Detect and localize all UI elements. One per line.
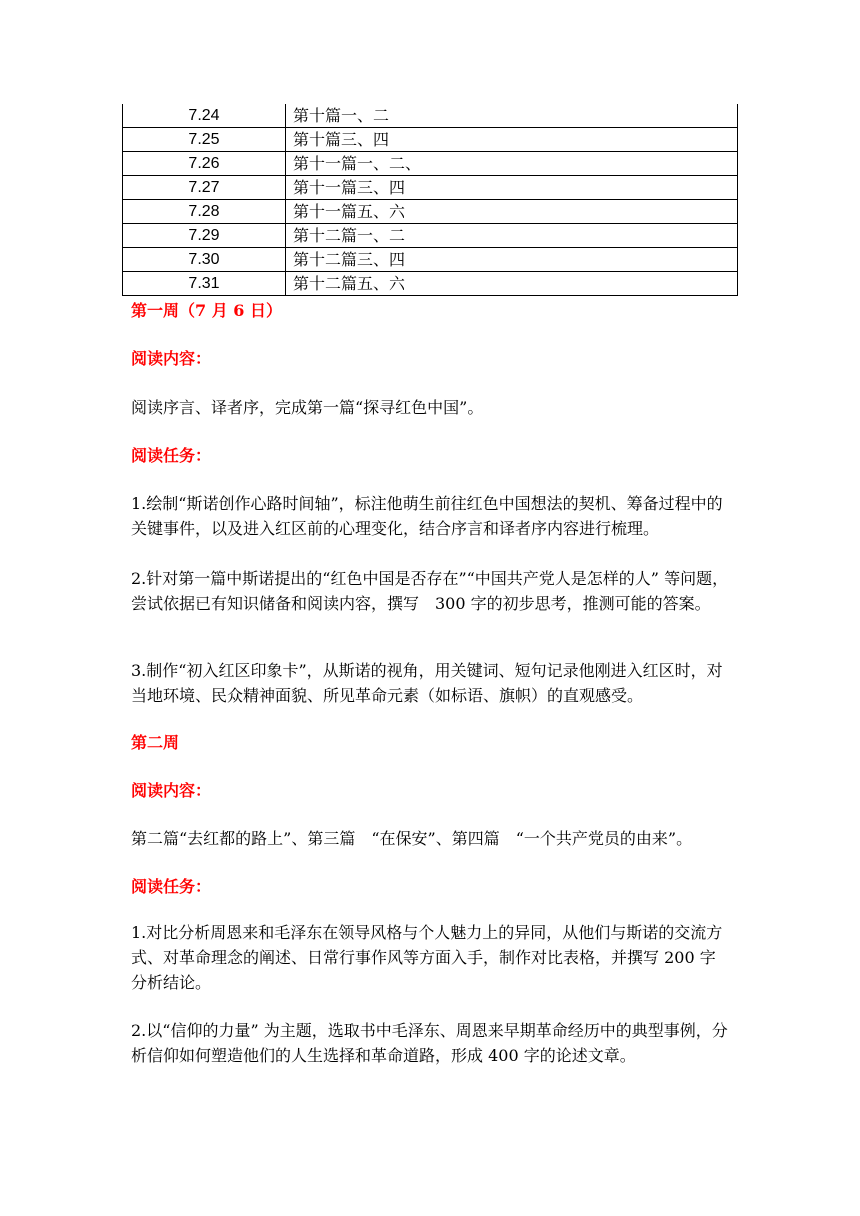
table-row: [123, 176, 738, 200]
week1-task-label: 阅读任务：: [131, 446, 212, 465]
content-cell: 第十二篇三、四: [286, 248, 738, 272]
content-cell: 第十一篇三、四: [286, 176, 738, 200]
table-row: [123, 152, 738, 176]
date-cell: 7.30: [123, 248, 286, 272]
week1-task-2: 2.针对第一篇中斯诺提出的“红色中国是否存在”“中国共产党人是怎样的人” 等问题，尝试依据已有知识储备和阅读内容，撰写 300 字的初步思考，推测可能的答案。: [131, 569, 729, 613]
table-row: [123, 104, 738, 128]
table-row: [123, 200, 738, 224]
table-row: [123, 128, 738, 152]
week2-heading: 第二周: [131, 733, 180, 752]
content-cell: 第十二篇五、六: [286, 272, 738, 296]
content-cell: 第十篇一、二: [286, 104, 738, 128]
date-cell: 7.24: [123, 104, 286, 128]
date-cell: 7.31: [123, 272, 286, 296]
date-cell: 7.29: [123, 224, 286, 248]
table-row: [123, 224, 738, 248]
week1-task-1: 1.绘制“斯诺创作心路时间轴”，标注他萌生前往红色中国想法的契机、筹备过程中的关键事件，以及进入红区前的心理变化，结合序言和译者序内容进行梳理。: [131, 494, 723, 538]
table-row: [123, 248, 738, 272]
week2-reading-text: 第二篇“去红都的路上”、第三篇 “在保安”、第四篇 “一个共产党员的由来”。: [131, 829, 693, 848]
week1-heading: 第一周（7 月 6 日）: [131, 301, 282, 320]
date-cell: 7.26: [123, 152, 286, 176]
week1-task-3: 3.制作“初入红区印象卡”，从斯诺的视角，用关键词、短句记录他刚进入红区时，对当地环境、民众精神面貌、所见革命元素（如标语、旗帜）的直观感受。: [131, 661, 723, 705]
week2-reading-label: 阅读内容：: [131, 781, 212, 800]
table-row: [123, 272, 738, 296]
week1-reading-text: 阅读序言、译者序，完成第一篇“探寻红色中国”。: [131, 398, 484, 417]
reading-schedule-table: [122, 104, 738, 296]
content-cell: 第十一篇一、二、: [286, 152, 738, 176]
week2-task-1: 1.对比分析周恩来和毛泽东在领导风格与个人魅力上的异同，从他们与斯诺的交流方式、对革命理念的阐述、日常行事作风等方面入手，制作对比表格，并撰写 200 字分析结论。: [131, 923, 723, 992]
content-cell: 第十一篇五、六: [286, 200, 738, 224]
date-cell: 7.25: [123, 128, 286, 152]
week2-task-label: 阅读任务：: [131, 877, 212, 896]
date-cell: 7.27: [123, 176, 286, 200]
week2-task-2: 2.以“信仰的力量” 为主题，选取书中毛泽东、周恩来早期革命经历中的典型事例，分析信仰如何塑造他们的人生选择和革命道路，形成 400 字的论述文章。: [131, 1021, 728, 1065]
content-cell: 第十篇三、四: [286, 128, 738, 152]
date-cell: 7.28: [123, 200, 286, 224]
week1-reading-label: 阅读内容：: [131, 349, 212, 368]
content-cell: 第十二篇一、二: [286, 224, 738, 248]
